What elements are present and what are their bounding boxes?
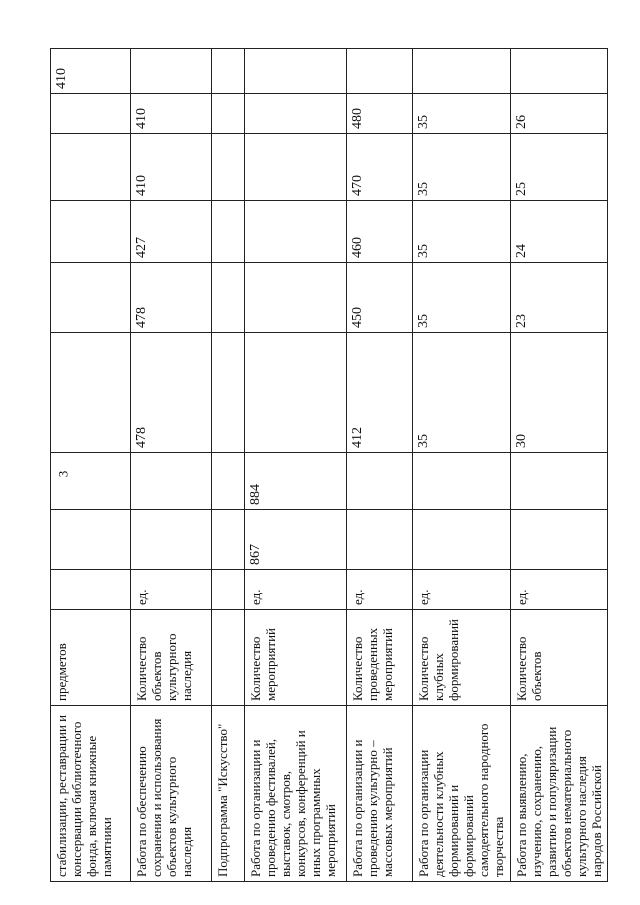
value-cell: 35	[413, 263, 511, 333]
table-row	[245, 49, 347, 882]
empty-cell	[212, 333, 245, 453]
value-cell	[51, 134, 131, 201]
value-cell	[51, 333, 131, 453]
value-cell: 26	[511, 94, 608, 134]
unit-cell: ед.	[245, 570, 347, 610]
table-row	[413, 49, 511, 882]
value-cell: 23	[511, 263, 608, 333]
value-cell	[131, 49, 212, 94]
value-cell: 410	[131, 94, 212, 134]
value-cell	[511, 453, 608, 510]
empty-cell	[212, 201, 245, 263]
value-cell: 450	[347, 263, 413, 333]
value-cell: 410	[131, 134, 212, 201]
value-cell	[245, 333, 347, 453]
value-cell: 412	[347, 333, 413, 453]
value-cell	[413, 510, 511, 570]
work-name-cell: Работа по выявлению, изучению, сохранению, развитию и популяризации объектов нематериального культурного наследия народов Российской	[511, 706, 608, 882]
empty-cell	[212, 570, 245, 610]
value-cell: 25	[511, 134, 608, 201]
subprogram-title: Подпрограмма "Искусство"	[212, 706, 245, 882]
value-cell: 24	[511, 201, 608, 263]
value-cell	[131, 510, 212, 570]
indicator-cell: Количество объектов культурного наследия	[131, 610, 212, 706]
value-cell: 35	[413, 94, 511, 134]
page-number: 3	[55, 470, 71, 478]
value-cell	[51, 94, 131, 134]
value-cell	[245, 201, 347, 263]
work-name-cell: стабилизации, реставрации и консервации библиотечного фонда, включая книжные памятники	[51, 706, 131, 882]
empty-cell	[212, 263, 245, 333]
empty-cell	[212, 134, 245, 201]
value-cell: 410	[51, 49, 131, 94]
value-cell: 470	[347, 134, 413, 201]
table-row	[51, 49, 131, 882]
unit-cell: ед.	[413, 570, 511, 610]
unit-cell: ед.	[511, 570, 608, 610]
value-cell	[51, 510, 131, 570]
empty-cell	[212, 94, 245, 134]
unit-cell	[51, 570, 131, 610]
indicator-cell: предметов	[51, 610, 131, 706]
value-cell: 480	[347, 94, 413, 134]
value-cell	[51, 453, 131, 510]
value-cell: 35	[413, 134, 511, 201]
value-cell: 478	[131, 263, 212, 333]
work-name-cell: Работа по обеспечению сохранения и использования объектов культурного наследия	[131, 706, 212, 882]
value-cell	[347, 49, 413, 94]
value-cell	[245, 263, 347, 333]
table-row	[347, 49, 413, 882]
unit-cell: ед.	[131, 570, 212, 610]
empty-cell	[212, 453, 245, 510]
value-cell: 30	[511, 333, 608, 453]
value-cell	[51, 201, 131, 263]
unit-cell: ед.	[347, 570, 413, 610]
empty-cell	[212, 49, 245, 94]
value-cell: 884	[245, 453, 347, 510]
program-indicators-table	[50, 48, 608, 882]
value-cell	[511, 49, 608, 94]
value-cell: 35	[413, 201, 511, 263]
indicator-cell: Количество объектов	[511, 610, 608, 706]
indicator-cell: Количество проведенных мероприятий	[347, 610, 413, 706]
value-cell	[347, 453, 413, 510]
table-row	[131, 49, 212, 882]
value-cell	[245, 49, 347, 94]
value-cell	[131, 453, 212, 510]
value-cell	[413, 49, 511, 94]
value-cell: 867	[245, 510, 347, 570]
empty-cell	[212, 610, 245, 706]
value-cell	[51, 263, 131, 333]
value-cell	[347, 510, 413, 570]
value-cell	[245, 94, 347, 134]
value-cell: 478	[131, 333, 212, 453]
value-cell: 460	[347, 201, 413, 263]
indicator-cell: Количество клубных формирований	[413, 610, 511, 706]
indicator-cell: Количество мероприятий	[245, 610, 347, 706]
value-cell	[511, 510, 608, 570]
value-cell: 35	[413, 333, 511, 453]
value-cell	[245, 134, 347, 201]
work-name-cell: Работа по организации и проведению фестивалей, выставок, смотров, конкурсов, конференций и иных программных мероприятий	[245, 706, 347, 882]
table-row	[212, 49, 245, 882]
table-row	[511, 49, 608, 882]
work-name-cell: Работа по организации и проведению культурно – массовых мероприятий	[347, 706, 413, 882]
empty-cell	[212, 510, 245, 570]
rotated-page	[50, 49, 604, 882]
work-name-cell: Работа по организации деятельности клубных формирований и формирований самодеятельного народного творчества	[413, 706, 511, 882]
value-cell	[413, 453, 511, 510]
table-container	[50, 49, 604, 882]
value-cell: 427	[131, 201, 212, 263]
